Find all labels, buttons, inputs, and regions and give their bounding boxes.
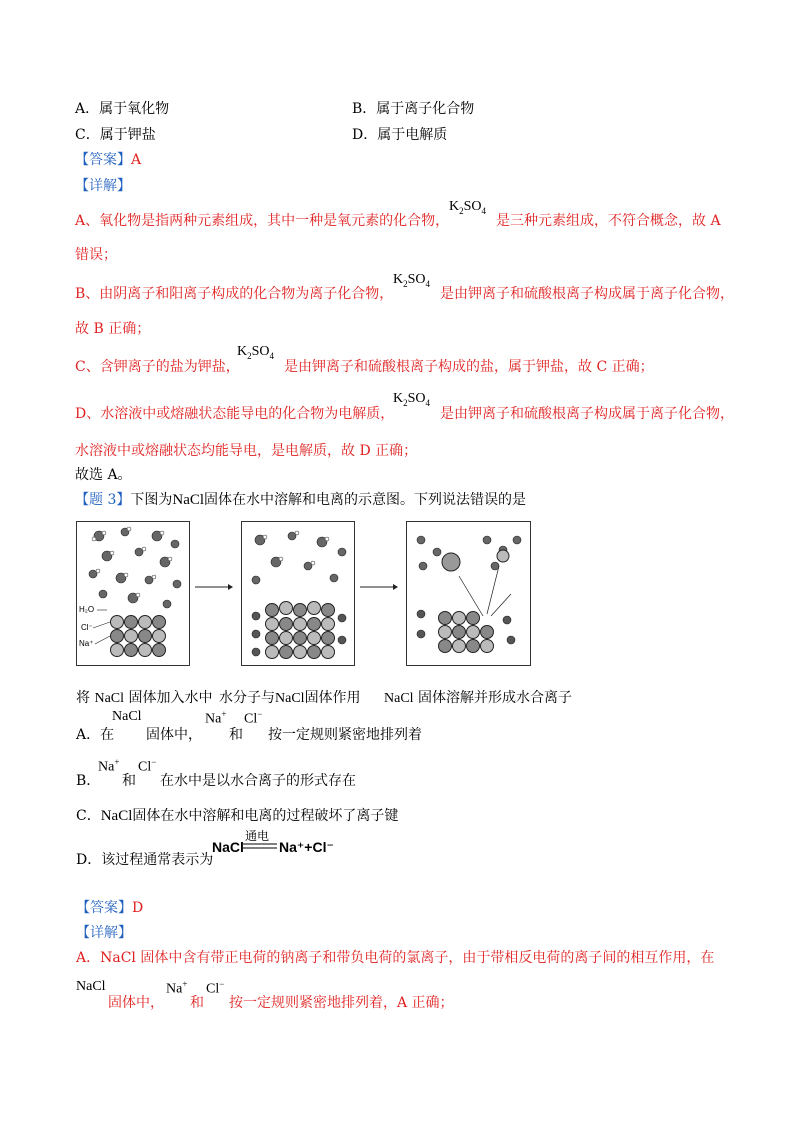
caption-3: NaCl 固体溶解并形成水合离子 — [384, 690, 573, 706]
q3-option-d: D．该过程通常表示为 — [76, 852, 214, 868]
cl-ion: Cl− — [206, 979, 225, 997]
dissolution-stage-3-image — [407, 522, 530, 665]
option-c: C．属于钾盐 — [75, 127, 156, 143]
k2so4-formula: $K_2SO_4$ — [393, 391, 431, 408]
answer-line: 【答案】A — [75, 152, 142, 168]
q3-expl-a-line2: 固体中， — [108, 995, 164, 1011]
q3-option-a-text: 固体中， — [146, 727, 202, 743]
nacl-formula: NaCl — [76, 979, 106, 994]
q3-expl-a-line1: A．NaCl 固体中含有带正电荷的钠离子和带负电荷的氯离子，由于带相反电荷的离子间的相互作用，在 — [76, 950, 715, 966]
expl-a-line1-end: 是三种元素组成，不符合概念，故 A — [496, 213, 721, 229]
arrow-icon — [195, 582, 233, 592]
expl-d-line1-end: 是由钾离子和硫酸根离子构成属于离子化合物， — [440, 406, 734, 422]
k2so4-formula: $K_2SO_4$ — [237, 344, 275, 361]
cl-label: Cl⁻ — [81, 623, 93, 632]
diagram-panel-2 — [241, 521, 355, 666]
q3-option-a-and: 和 — [229, 727, 243, 743]
na-ion: Na+ — [205, 709, 227, 727]
q3-option-b: B． — [76, 773, 101, 789]
equals-arrow-icon — [243, 843, 277, 849]
q3-answer-line: 【答案】D — [76, 900, 144, 916]
q3-option-a: A．在 — [76, 727, 115, 743]
detail-label: 【详解】 — [75, 178, 131, 194]
equation-rhs: Na⁺+Cl⁻ — [279, 839, 334, 855]
caption-2: 水分子与NaCl固体作用 — [219, 690, 361, 706]
k2so4-formula: $K_2SO_4$ — [393, 272, 431, 289]
expl-a-line2: 错误； — [75, 247, 117, 263]
cl-ion: Cl− — [244, 709, 263, 727]
expl-b-line1-end: 是由钾离子和硫酸根离子构成属于离子化合物， — [440, 286, 734, 302]
expl-c-line1-end: 是由钾离子和硫酸根离子构成的盐，属于钾盐，故 C 正确； — [284, 359, 654, 375]
expl-b-line1: B、由阴离子和阳离子构成的化合物为离子化合物， — [75, 286, 394, 302]
dissolution-stage-1-image — [77, 522, 189, 665]
caption-1: 将 NaCl 固体加入水中 — [76, 690, 213, 706]
expl-c-line1: C、含钾离子的盐为钾盐， — [75, 359, 240, 375]
k2so4-formula: $K_2SO_4$ — [449, 199, 487, 216]
na-ion: Na+ — [166, 979, 188, 997]
h2o-label: H₂O — [79, 605, 95, 614]
q3-expl-a-line2-end: 按一定规则紧密地排列着，A 正确； — [229, 995, 454, 1011]
conclusion: 故选 A。 — [75, 467, 132, 483]
dissolution-stage-2-image — [242, 522, 354, 665]
q3-option-a-end: 按一定规则紧密地排列着 — [268, 727, 422, 743]
nacl-formula: NaCl — [112, 709, 142, 724]
q3-detail-label: 【详解】 — [76, 925, 132, 941]
equation-condition: 通电 — [245, 829, 270, 843]
na-label: Na⁺ — [79, 639, 94, 648]
option-b: B．属于离子化合物 — [352, 101, 475, 117]
option-d: D．属于电解质 — [352, 127, 448, 143]
q3-option-c: C．NaCl固体在水中溶解和电离的过程破坏了离子键 — [76, 808, 399, 824]
equation-lhs: NaCl — [212, 839, 244, 855]
expl-d-line2: 水溶液中或熔融状态均能导电，是电解质，故 D 正确； — [75, 443, 418, 459]
na-ion: Na+ — [98, 757, 120, 775]
expl-b-line2: 故 B 正确； — [75, 321, 151, 337]
expl-a-line1: A、氧化物是指两种元素组成，其中一种是氧元素的化合物， — [75, 213, 450, 229]
q3-option-b-end: 在水中是以水合离子的形式存在 — [160, 773, 356, 789]
cl-ion: Cl− — [138, 757, 157, 775]
arrow-icon — [360, 582, 398, 592]
q3-stem: 【题 3】下图为NaCl固体在水中溶解和电离的示意图。下列说法错误的是 — [75, 492, 527, 508]
expl-d-line1: D、水溶液中或熔融状态能导电的化合物为电解质， — [75, 406, 395, 422]
option-a: A．属于氧化物 — [75, 101, 170, 117]
diagram-panel-1 — [76, 521, 190, 666]
q3-expl-a-and: 和 — [190, 995, 204, 1011]
diagram-panel-3 — [406, 521, 531, 666]
q3-option-b-and: 和 — [122, 773, 136, 789]
